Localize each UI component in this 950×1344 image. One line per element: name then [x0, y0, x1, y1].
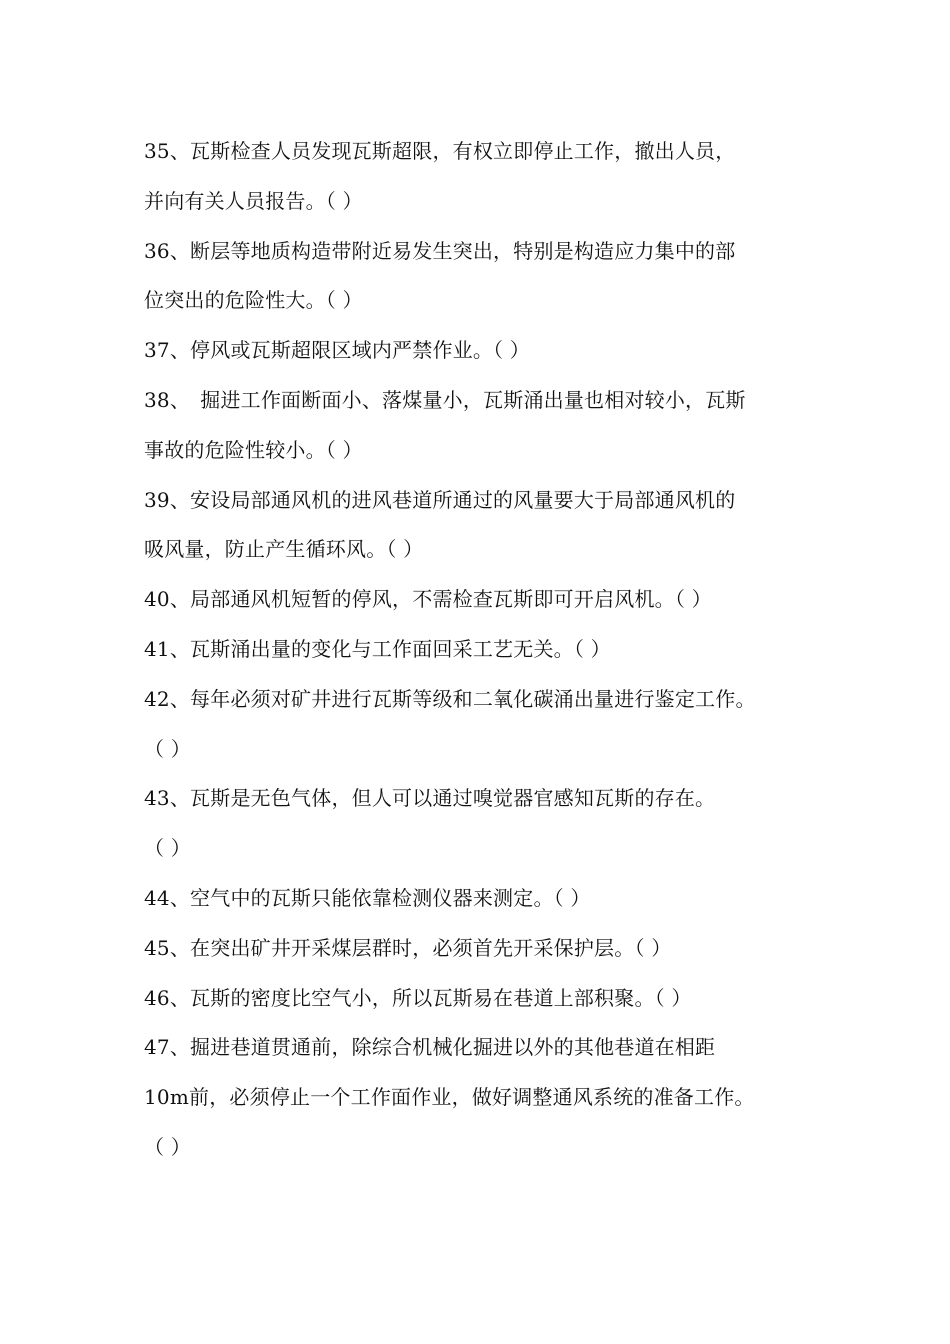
text-line: 47、掘进巷道贯通前，除综合机械化掘进以外的其他巷道在相距 [144, 1035, 716, 1060]
text-line: 吸风量，防止产生循环风。（ ） [144, 537, 424, 562]
text-line: 35、瓦斯检查人员发现瓦斯超限，有权立即停止工作，撤出人员， [144, 139, 736, 163]
text-line: 39、安设局部通风机的进风巷道所通过的风量要大于局部通风机的 [144, 487, 736, 512]
text-line: 42、每年必须对矿井进行瓦斯等级和二氧化碳涌出量进行鉴定工作。 [144, 686, 756, 711]
text-line: （ ） [144, 836, 191, 861]
text-line: 10m前，必须停止一个工作面作业，做好调整通风系统的准备工作。 [144, 1085, 755, 1110]
text-line: （ ） [144, 1134, 191, 1159]
text-line: 44、空气中的瓦斯只能依靠检测仪器来测定。（ ） [144, 885, 591, 910]
text-line: 37、停风或瓦斯超限区域内严禁作业。（ ） [144, 338, 531, 363]
question-list [144, 133, 834, 1179]
text-line: 43、瓦斯是无色气体，但人可以通过嗅觉器官感知瓦斯的存在。 [144, 786, 716, 811]
text-line: 40、局部通风机短暂的停风，不需检查瓦斯即可开启风机。（ ） [144, 587, 712, 612]
text-line: 46、瓦斯的密度比空气小，所以瓦斯易在巷道上部积聚。（ ） [144, 985, 692, 1010]
text-line: 41、瓦斯涌出量的变化与工作面回采工艺无关。（ ） [144, 636, 611, 661]
text-line: （ ） [144, 736, 191, 761]
text-line: 位突出的危险性大。（ ） [144, 288, 363, 313]
text-line: 事故的危险性较小。（ ） [144, 437, 363, 462]
text-line: 36、断层等地质构造带附近易发生突出，特别是构造应力集中的部 [144, 238, 736, 263]
text-line: 45、在突出矿井开采煤层群时，必须首先开采保护层。（ ） [144, 935, 672, 960]
text-line: 并向有关人员报告。（ ） [144, 188, 363, 213]
text-line: 38、 掘进工作面断面小、落煤量小，瓦斯涌出量也相对较小，瓦斯 [144, 387, 746, 412]
